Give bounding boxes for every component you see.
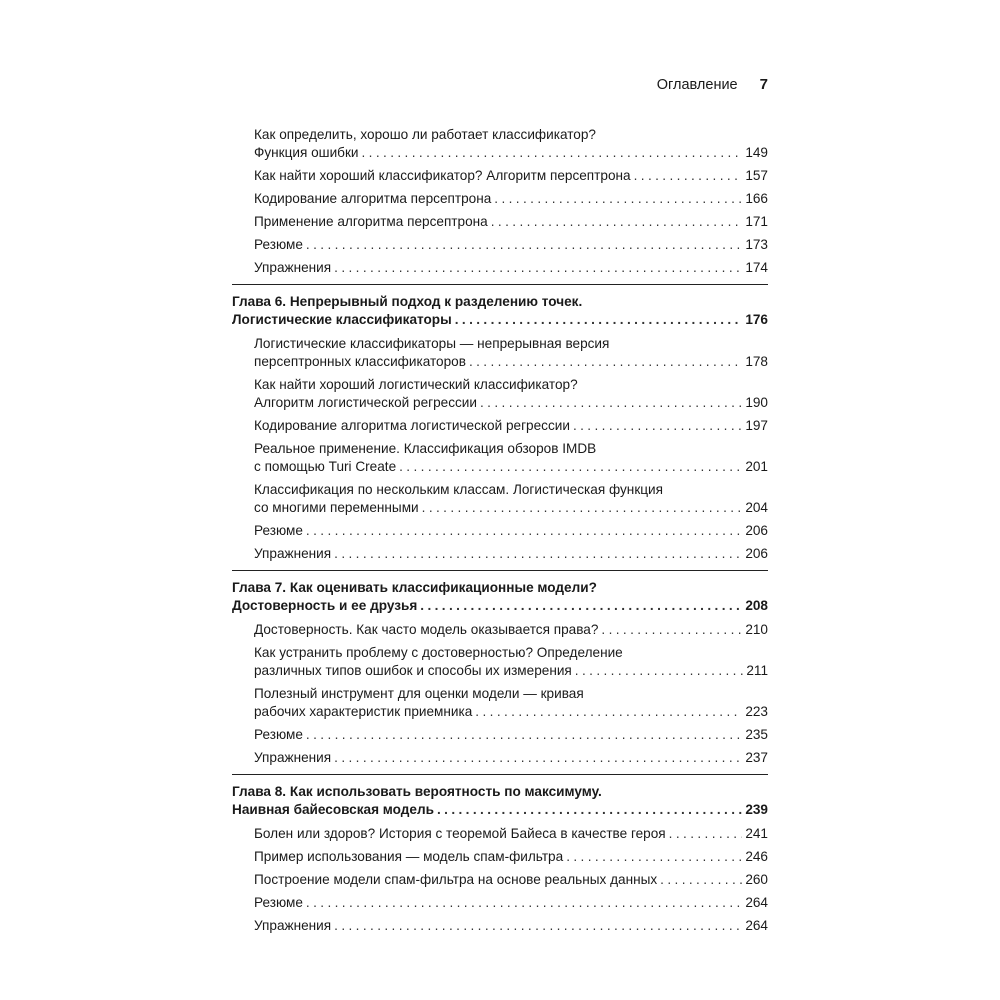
toc-entry-page-number: 208 — [745, 598, 768, 613]
toc-section-entry[interactable] — [254, 213, 768, 231]
toc-entry-title-line2: Упражнения — [254, 918, 332, 933]
toc-section-entry[interactable] — [254, 685, 768, 721]
dot-leader — [566, 848, 742, 866]
toc-entry-title-line2: Резюме — [254, 727, 303, 742]
toc-entry-title-line2: Логистические классификаторы — [232, 312, 452, 327]
chapter-divider — [232, 570, 768, 571]
toc-entry-title-line2: Болен или здоров? История с теоремой Байеса в качестве героя — [254, 826, 666, 841]
toc-entry-page-number: 166 — [745, 191, 768, 206]
toc-entry-title-line2: Достоверность. Как часто модель оказывается права? — [254, 622, 599, 637]
toc-entry-title-line1: Как найти хороший логистический классификатор? — [254, 377, 578, 392]
toc-entry-title-line2: Функция ошибки — [254, 145, 359, 160]
toc-section-entry[interactable] — [254, 545, 768, 563]
toc-entry-page-number: 246 — [745, 849, 768, 864]
toc-section-entry[interactable] — [254, 335, 768, 371]
toc-entry-last-line — [254, 825, 768, 843]
dot-leader — [422, 499, 743, 517]
toc-chapter-entry[interactable] — [232, 579, 768, 615]
toc-entry-title-line2: Построение модели спам-фильтра на основе реальных данных — [254, 872, 658, 887]
toc-entry-last-line — [254, 545, 768, 563]
toc-entry-last-line — [254, 167, 768, 185]
toc-entry-title-line1: Глава 7. Как оценивать классификационные модели? — [232, 580, 597, 595]
toc-entry-last-line — [254, 394, 768, 412]
dot-leader — [306, 236, 742, 254]
toc-section-entry[interactable] — [254, 621, 768, 639]
table-of-contents — [232, 126, 768, 940]
toc-entry-title-line2: Кодирование алгоритма логистической регрессии — [254, 418, 570, 433]
dot-leader — [334, 917, 742, 935]
toc-entry-last-line — [254, 522, 768, 540]
toc-entry-page-number: 264 — [745, 918, 768, 933]
dot-leader — [334, 259, 742, 277]
toc-entry-last-line — [254, 621, 768, 639]
toc-entry-title-line2: Резюме — [254, 895, 303, 910]
toc-entry-title-line1: Логистические классификаторы — непрерывная версия — [254, 336, 610, 351]
chapter-divider — [232, 284, 768, 285]
toc-section-entry[interactable] — [254, 848, 768, 866]
toc-entry-title-line2: Кодирование алгоритма персептрона — [254, 191, 492, 206]
dot-leader — [306, 894, 742, 912]
toc-entry-last-line — [232, 801, 768, 819]
toc-entry-title-line1: Как определить, хорошо ли работает классификатор? — [254, 127, 596, 142]
toc-entry-page-number: 237 — [745, 750, 768, 765]
dot-leader — [575, 662, 744, 680]
toc-entry-title-line1: Реальное применение. Классификация обзоров IMDB — [254, 441, 597, 456]
toc-entry-last-line — [232, 311, 768, 329]
toc-entry-title-line1: Полезный инструмент для оценки модели — кривая — [254, 686, 584, 701]
toc-entry-page-number: 206 — [745, 523, 768, 538]
dot-leader — [306, 726, 742, 744]
dot-leader — [475, 703, 742, 721]
toc-entry-title-line1: Глава 8. Как использовать вероятность по максимуму. — [232, 784, 602, 799]
toc-section-entry[interactable] — [254, 917, 768, 935]
toc-entry-last-line — [254, 236, 768, 254]
toc-entry-page-number: 174 — [745, 260, 768, 275]
toc-entry-last-line — [254, 458, 768, 476]
dot-leader — [634, 167, 743, 185]
toc-entry-page-number: 204 — [745, 500, 768, 515]
toc-entry-last-line — [254, 353, 768, 371]
toc-entry-last-line — [254, 417, 768, 435]
dot-leader — [334, 749, 742, 767]
toc-entry-title-line1: Глава 6. Непрерывный подход к разделению точек. — [232, 294, 583, 309]
dot-leader — [669, 825, 743, 843]
toc-section-entry[interactable] — [254, 440, 768, 476]
dot-leader — [399, 458, 742, 476]
toc-entry-last-line — [254, 499, 768, 517]
toc-entry-title-line1: Классификация по нескольким классам. Логистическая функция — [254, 482, 664, 497]
toc-section-entry[interactable] — [254, 644, 768, 680]
toc-entry-title-line2: Алгоритм логистической регрессии — [254, 395, 477, 410]
dot-leader — [420, 597, 742, 615]
toc-entry-last-line — [232, 597, 768, 615]
running-head-title: Оглавление — [656, 77, 738, 93]
toc-entry-title-line2: Как найти хороший классификатор? Алгоритм персептрона — [254, 168, 631, 183]
toc-entry-last-line — [254, 703, 768, 721]
chapter-divider — [232, 774, 768, 775]
toc-section-entry[interactable] — [254, 259, 768, 277]
toc-section-entry[interactable] — [254, 726, 768, 744]
toc-entry-page-number: 210 — [745, 622, 768, 637]
toc-chapter-entry[interactable] — [232, 293, 768, 329]
toc-entry-last-line — [254, 144, 768, 162]
toc-entry-title-line2: различных типов ошибок и способы их измерения — [254, 663, 572, 678]
toc-entry-title-line2: Пример использования — модель спам-фильтра — [254, 849, 564, 864]
toc-entry-page-number: 260 — [745, 872, 768, 887]
toc-entry-last-line — [254, 848, 768, 866]
toc-entry-title-line2: Применение алгоритма персептрона — [254, 214, 488, 229]
toc-entry-title-line2: Упражнения — [254, 546, 332, 561]
toc-entry-page-number: 176 — [745, 312, 768, 327]
dot-leader — [573, 417, 742, 435]
toc-entry-page-number: 223 — [745, 704, 768, 719]
toc-section-entry[interactable] — [254, 825, 768, 843]
toc-entry-page-number: 239 — [745, 802, 768, 817]
toc-entry-page-number: 206 — [745, 546, 768, 561]
toc-entry-title-line2: Резюме — [254, 237, 303, 252]
toc-entry-title-line2: Достоверность и ее друзья — [232, 598, 418, 613]
toc-entry-page-number: 197 — [745, 418, 768, 433]
toc-entry-last-line — [254, 871, 768, 889]
toc-entry-page-number: 201 — [745, 459, 768, 474]
toc-entry-title-line2: рабочих характеристик приемника — [254, 704, 473, 719]
toc-entry-page-number: 190 — [745, 395, 768, 410]
toc-section-entry[interactable] — [254, 126, 768, 162]
toc-section-entry[interactable] — [254, 871, 768, 889]
toc-section-entry[interactable] — [254, 522, 768, 540]
dot-leader — [660, 871, 742, 889]
toc-section-entry[interactable] — [254, 376, 768, 412]
toc-entry-last-line — [254, 190, 768, 208]
toc-entry-page-number: 149 — [745, 145, 768, 160]
toc-entry-title-line2: со многими переменными — [254, 500, 419, 515]
toc-entry-page-number: 211 — [746, 663, 768, 678]
page-number: 7 — [759, 76, 768, 93]
toc-section-entry[interactable] — [254, 167, 768, 185]
dot-leader — [306, 522, 742, 540]
toc-section-entry[interactable] — [254, 236, 768, 254]
toc-entry-page-number: 241 — [745, 826, 768, 841]
toc-entry-page-number: 235 — [745, 727, 768, 742]
toc-section-entry[interactable] — [254, 481, 768, 517]
toc-entry-last-line — [254, 726, 768, 744]
toc-entry-last-line — [254, 749, 768, 767]
toc-chapter-entry[interactable] — [232, 783, 768, 819]
toc-section-entry[interactable] — [254, 417, 768, 435]
toc-entry-page-number: 171 — [745, 214, 768, 229]
dot-leader — [491, 213, 743, 231]
toc-entry-page-number: 157 — [745, 168, 768, 183]
dot-leader — [469, 353, 742, 371]
toc-entry-last-line — [254, 259, 768, 277]
dot-leader — [494, 190, 742, 208]
dot-leader — [437, 801, 742, 819]
toc-entry-page-number: 178 — [745, 354, 768, 369]
toc-entry-page-number: 264 — [745, 895, 768, 910]
toc-entry-title-line1: Как устранить проблему с достоверностью? Определение — [254, 645, 623, 660]
toc-entry-title-line2: персептронных классификаторов — [254, 354, 466, 369]
toc-entry-last-line — [254, 894, 768, 912]
dot-leader — [455, 311, 743, 329]
toc-entry-title-line2: Упражнения — [254, 260, 332, 275]
toc-entry-title-line2: Наивная байесовская модель — [232, 802, 434, 817]
dot-leader — [362, 144, 743, 162]
toc-entry-last-line — [254, 213, 768, 231]
toc-section-entry[interactable] — [254, 749, 768, 767]
dot-leader — [334, 545, 742, 563]
toc-entry-page-number: 173 — [745, 237, 768, 252]
running-head — [657, 76, 768, 93]
toc-entry-title-line2: с помощью Turi Create — [254, 459, 397, 474]
toc-entry-title-line2: Упражнения — [254, 750, 332, 765]
toc-section-entry[interactable] — [254, 190, 768, 208]
dot-leader — [480, 394, 742, 412]
toc-entry-last-line — [254, 917, 768, 935]
toc-entry-title-line2: Резюме — [254, 523, 303, 538]
toc-section-entry[interactable] — [254, 894, 768, 912]
dot-leader — [601, 621, 742, 639]
toc-entry-last-line — [254, 662, 768, 680]
